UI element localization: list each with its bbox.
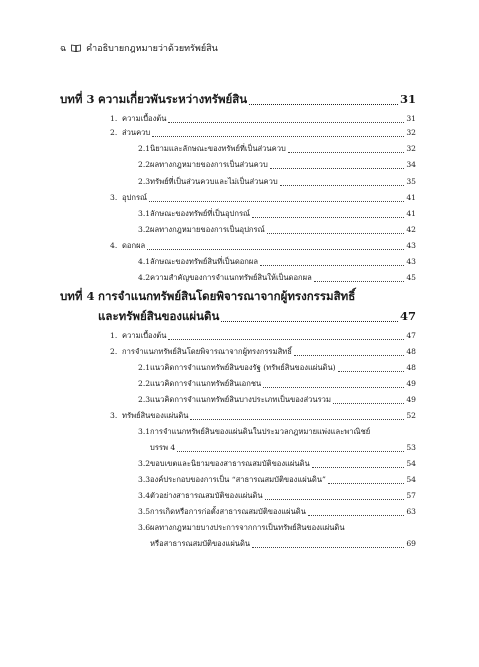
toc-subentry bbox=[138, 176, 416, 188]
entry-title: ความเบื้องต้น bbox=[122, 331, 167, 340]
entry-title: การเกิดหรือการก่อตั้งสาธารณสมบัติของแผ่นดิน bbox=[150, 507, 306, 516]
page-number: 54 bbox=[406, 459, 416, 468]
toc-subentry bbox=[138, 490, 416, 502]
leader-dots bbox=[328, 483, 404, 484]
toc-subentry bbox=[138, 159, 416, 171]
toc-entry bbox=[110, 346, 416, 358]
page-number: 32 bbox=[406, 128, 416, 137]
toc-entry bbox=[110, 113, 416, 125]
toc-subentry bbox=[138, 522, 416, 534]
toc-subentry bbox=[138, 208, 416, 220]
entry-title: ผลทางกฎหมายบางประการจากการเป็นทรัพย์สินของแผ่นดิน bbox=[150, 523, 345, 532]
entry-number: 4.1 bbox=[138, 257, 151, 266]
entry-number: 3.3 bbox=[138, 475, 151, 484]
leader-dots bbox=[252, 217, 404, 218]
entry-number: 2.3 bbox=[138, 395, 151, 404]
toc-subentry bbox=[138, 362, 416, 374]
page-number: 31 bbox=[406, 114, 416, 123]
page-number: 45 bbox=[406, 273, 416, 282]
page-number: 41 bbox=[406, 193, 416, 202]
page-number: 47 bbox=[406, 331, 416, 340]
entry-number: 1. bbox=[110, 114, 118, 123]
leader-dots bbox=[221, 321, 398, 322]
page-number: 57 bbox=[406, 491, 416, 500]
page-number: 34 bbox=[406, 160, 416, 169]
leader-dots bbox=[294, 355, 404, 356]
entry-title: อุปกรณ์ bbox=[122, 193, 148, 202]
leader-dots bbox=[308, 515, 404, 516]
entry-title-continued: หรือสาธารณสมบัติของแผ่นดิน bbox=[150, 539, 251, 548]
entry-title: นิยามและลักษณะของทรัพย์ที่เป็นส่วนควบ bbox=[150, 144, 286, 153]
page-number: 48 bbox=[406, 363, 416, 372]
toc-subentry bbox=[138, 426, 416, 438]
entry-title: แนวคิดการจำแนกทรัพย์สินเอกชน bbox=[150, 379, 262, 388]
toc-subentry bbox=[138, 458, 416, 470]
leader-dots bbox=[314, 281, 405, 282]
leader-dots bbox=[260, 265, 404, 266]
chapter-title: ความเกี่ยวพันระหว่างทรัพย์สิน bbox=[98, 92, 248, 106]
entry-number: 2.1 bbox=[138, 144, 151, 153]
page-number: 42 bbox=[406, 225, 416, 234]
leader-dots bbox=[152, 136, 404, 137]
chapter-title-continued: และทรัพย์สินของแผ่นดิน bbox=[98, 309, 220, 323]
book-icon bbox=[71, 44, 81, 52]
entry-title: ทรัพย์สินของแผ่นดิน bbox=[122, 411, 189, 420]
entry-title: ลักษณะของทรัพย์ที่เป็นอุปกรณ์ bbox=[150, 209, 251, 218]
leader-dots bbox=[267, 233, 405, 234]
page-number: 43 bbox=[406, 257, 416, 266]
toc-subentry bbox=[138, 506, 416, 518]
entry-number: 3.1 bbox=[138, 427, 151, 436]
entry-title: องค์ประกอบของการเป็น “สาธารณสมบัติของแผ่นดิน” bbox=[150, 475, 326, 484]
entry-title: แนวคิดการจำแนกทรัพย์สินของรัฐ (ทรัพย์สินของแผ่นดิน) bbox=[150, 363, 336, 372]
page-number: 49 bbox=[406, 395, 416, 404]
entry-number: 4. bbox=[110, 241, 118, 250]
page-number: 54 bbox=[406, 475, 416, 484]
leader-dots bbox=[280, 185, 405, 186]
leader-dots bbox=[265, 499, 405, 500]
entry-title: ทรัพย์ที่เป็นส่วนควบและไม่เป็นส่วนควบ bbox=[150, 177, 278, 186]
entry-title: ดอกผล bbox=[122, 241, 146, 250]
page-number: 52 bbox=[406, 411, 416, 420]
entry-number: 2. bbox=[110, 347, 118, 356]
entry-number: 3.1 bbox=[138, 209, 151, 218]
entry-number: 3. bbox=[110, 193, 118, 202]
page-number: 41 bbox=[406, 209, 416, 218]
page-marker: ฉ bbox=[60, 44, 67, 54]
toc-chapter-3 bbox=[60, 91, 416, 109]
entry-title: ความสำคัญของการจำแนกทรัพย์สินให้เป็นดอกผล bbox=[150, 273, 312, 282]
leader-dots bbox=[333, 403, 404, 404]
toc-subentry bbox=[138, 378, 416, 390]
entry-title: ผลทางกฎหมายของการเป็นส่วนควบ bbox=[150, 160, 268, 169]
chapter-label: บทที่ 3 bbox=[60, 92, 95, 106]
toc-chapter-4-cont bbox=[98, 308, 416, 326]
entry-title: ส่วนควบ bbox=[122, 128, 151, 137]
toc-subentry bbox=[138, 394, 416, 406]
page-number: 69 bbox=[406, 539, 416, 548]
entry-number: 1. bbox=[110, 331, 118, 340]
toc-entry bbox=[110, 127, 416, 139]
entry-title: ลักษณะของทรัพย์สินที่เป็นดอกผล bbox=[150, 257, 259, 266]
entry-number: 3.2 bbox=[138, 459, 151, 468]
leader-dots bbox=[147, 249, 404, 250]
entry-title: ขอบเขตและนิยามของสาธารณสมบัติของแผ่นดิน bbox=[150, 459, 310, 468]
entry-title: การจำแนกทรัพย์สินโดยพิจารณาจากผู้ทรงกรรมสิทธิ์ bbox=[122, 347, 292, 356]
toc-entry bbox=[110, 240, 416, 252]
leader-dots bbox=[263, 387, 404, 388]
entry-number: 4.2 bbox=[138, 273, 151, 282]
page-number: 32 bbox=[406, 144, 416, 153]
toc-subentry bbox=[138, 224, 416, 236]
page-number: 49 bbox=[406, 379, 416, 388]
entry-number: 3. bbox=[110, 411, 118, 420]
toc-subentry bbox=[138, 474, 416, 486]
entry-number: 2. bbox=[110, 128, 118, 137]
leader-dots bbox=[149, 201, 404, 202]
entry-title: ผลทางกฎหมายของการเป็นอุปกรณ์ bbox=[150, 225, 265, 234]
book-title: คำอธิบายกฎหมายว่าด้วยทรัพย์สิน bbox=[86, 44, 218, 54]
leader-dots bbox=[177, 451, 404, 452]
leader-dots bbox=[190, 419, 404, 420]
entry-title-continued: บรรพ 4 bbox=[150, 443, 176, 452]
entry-title: ตัวอย่างสาธารณสมบัติของแผ่นดิน bbox=[150, 491, 263, 500]
toc-chapter-4 bbox=[60, 288, 416, 306]
toc-subentry bbox=[138, 256, 416, 268]
leader-dots bbox=[338, 371, 405, 372]
running-header bbox=[60, 41, 218, 55]
page-number: 63 bbox=[406, 507, 416, 516]
chapter-title: การจำแนกทรัพย์สินโดยพิจารณาจากผู้ทรงกรรมสิทธิ์ bbox=[98, 289, 356, 303]
entry-number: 2.2 bbox=[138, 379, 151, 388]
page-number: 31 bbox=[399, 92, 416, 106]
entry-number: 2.1 bbox=[138, 363, 151, 372]
leader-dots bbox=[270, 168, 405, 169]
toc-subentry bbox=[138, 272, 416, 284]
entry-number: 2.2 bbox=[138, 160, 151, 169]
entry-number: 3.6 bbox=[138, 523, 151, 532]
toc-subentry-cont bbox=[150, 538, 416, 550]
entry-number: 3.4 bbox=[138, 491, 151, 500]
page-number: 48 bbox=[406, 347, 416, 356]
page-number: 53 bbox=[406, 443, 416, 452]
entry-title: การจำแนกทรัพย์สินของแผ่นดินในประมวลกฎหมายแพ่งและพาณิชย์ bbox=[150, 427, 371, 436]
toc-entry bbox=[110, 410, 416, 422]
page-number: 43 bbox=[406, 241, 416, 250]
entry-number: 3.5 bbox=[138, 507, 151, 516]
leader-dots bbox=[249, 104, 398, 105]
toc-subentry-cont bbox=[150, 442, 416, 454]
leader-dots bbox=[288, 152, 405, 153]
toc-subentry bbox=[138, 143, 416, 155]
entry-title: แนวคิดการจำแนกทรัพย์สินบางประเภทเป็นของส่วนรวม bbox=[150, 395, 331, 404]
leader-dots bbox=[252, 547, 404, 548]
page-number: 35 bbox=[406, 177, 416, 186]
entry-number: 2.3 bbox=[138, 177, 151, 186]
chapter-label: บทที่ 4 bbox=[60, 289, 95, 303]
page-number: 47 bbox=[399, 309, 416, 323]
entry-title: ความเบื้องต้น bbox=[122, 114, 167, 123]
toc-entry bbox=[110, 192, 416, 204]
leader-dots bbox=[312, 467, 405, 468]
leader-dots bbox=[168, 122, 404, 123]
entry-number: 3.2 bbox=[138, 225, 151, 234]
leader-dots bbox=[168, 339, 404, 340]
toc-entry bbox=[110, 330, 416, 342]
